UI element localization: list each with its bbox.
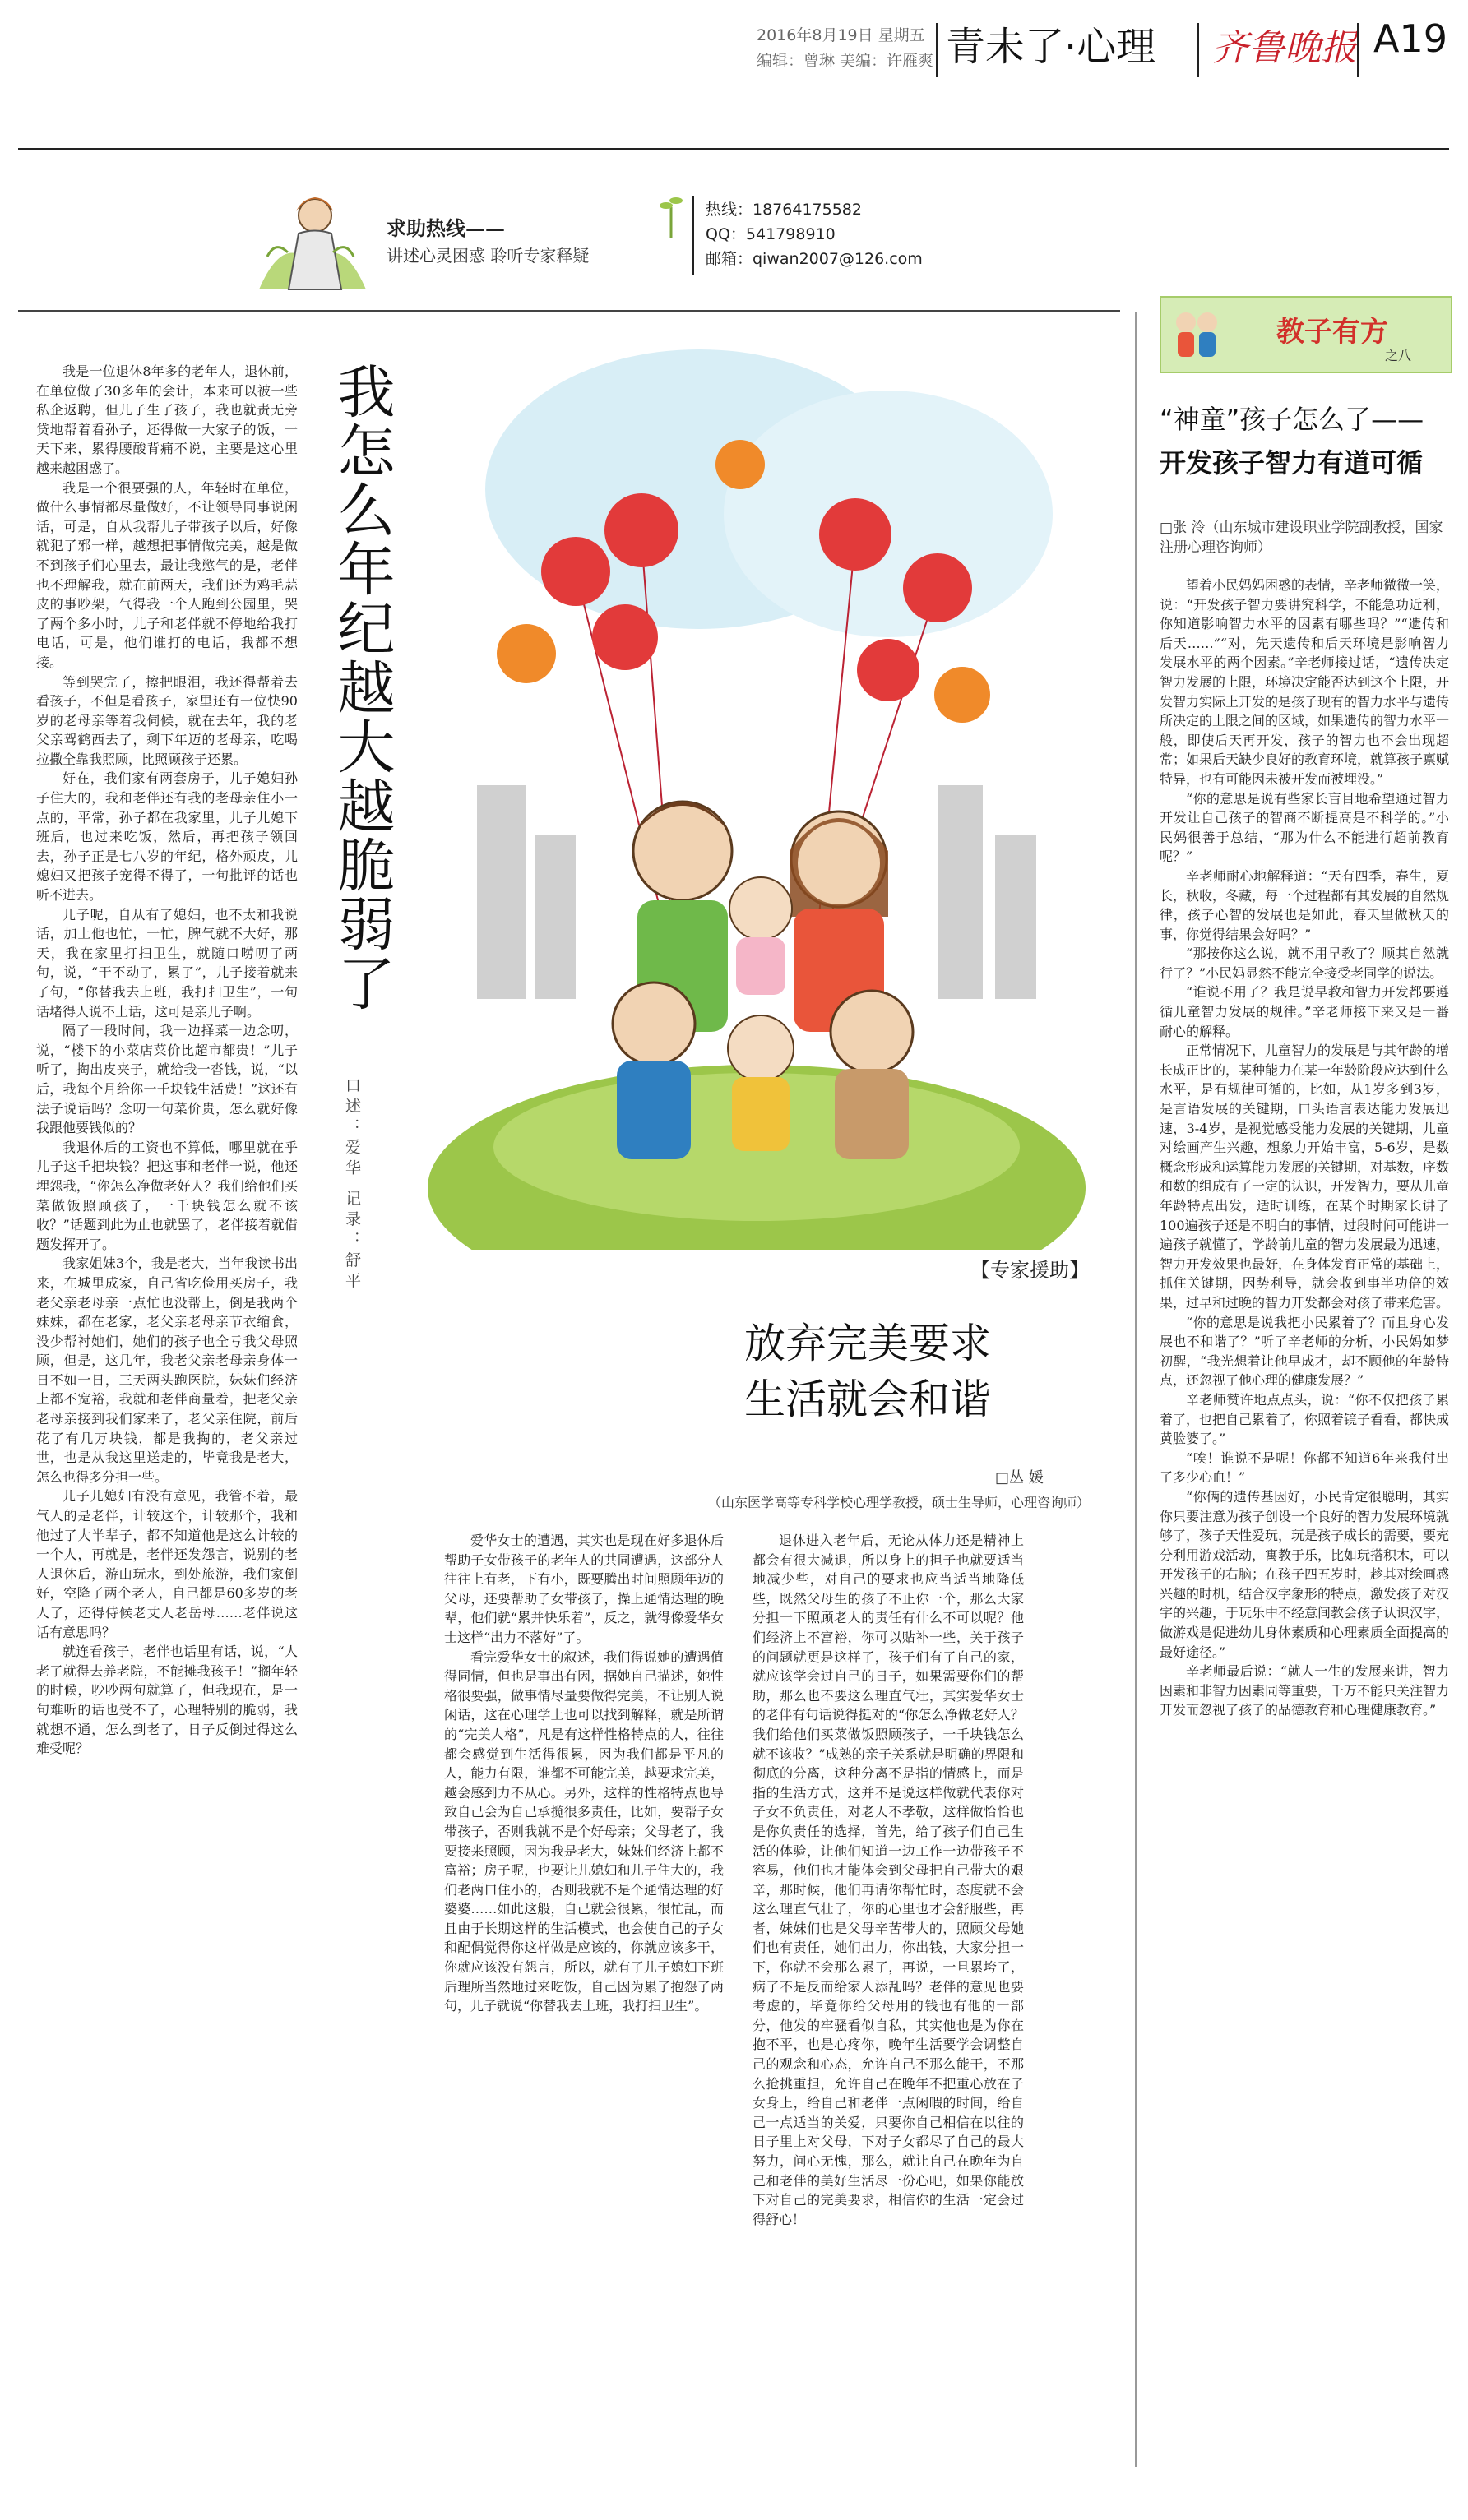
- counselor-illustration: [251, 183, 374, 306]
- expert-title: [744, 1315, 1090, 1427]
- hotline-phone: 热线：18764175582: [706, 201, 862, 219]
- column-paragraph: “你俩的遗传基因好，小民肯定很聪明，其实你只要注意为孩子创设一个良好的智力发展环境就够了，孩子天性爱玩，玩是孩子成长的需要，要充分利用游戏活动，寓教于乐，比如玩搭积木，可以开发孩子的右脑；在孩子四五岁时，趁其对绘画感兴趣的时机，结合汉字象形的特点，激发孩子对汉字的兴趣，于玩乐中不经意间教会孩子认识汉字，做游戏是促进幼儿身体素质和心理素质全面提高的最好途径。”: [1160, 1488, 1449, 1660]
- column-paragraph: 辛老师最后说：“就人一生的发展来讲，智力因素和非智力因素同等重要，千万不能只关注智力开发而忽视了孩子的品德教育和心理健康教育。”: [1160, 1663, 1449, 1718]
- column-subtitle: 开发孩子智力有道可循: [1160, 447, 1424, 479]
- issue-date: 2016年8月19日 星期五: [757, 26, 925, 44]
- header-divider: [1357, 23, 1359, 77]
- hotline-label: 求助热线——: [387, 217, 505, 240]
- story-title: 我怎么年纪越大越脆弱了: [328, 362, 396, 1013]
- story-paragraph: 我退休后的工资也不算低，哪里就在乎儿子这千把块钱？把这事和老伴一说，他还埋怨我，“你怎么净做老好人？我们给他们买菜做饭照顾孩子，一千块钱怎么就不该收？”话题到此为止也就罢了，老伴接着就借题发挥开了。: [36, 1139, 298, 1252]
- hotline-contacts: [706, 197, 923, 271]
- column-divider: [1135, 312, 1137, 2467]
- issue-editors: 编辑：曾琳 美编：许雁爽: [757, 52, 934, 70]
- story-paragraph: 我是一位退休8年多的老年人，退休前，在单位做了30多年的会计，本来可以被一些私企返聘，但儿子生了孩子，我也就责无旁贷地帮着看孙子，还得做一大家子的饭，一天下来，累得腰酸背痛不说，主要是这心里越来越困惑了。: [36, 363, 298, 476]
- column-paragraph: 正常情况下，儿童智力的发展是与其年龄的增长成正比的，某种能力在某一年龄阶段应达到什么水平，是有规律可循的，比如，从1岁多到3岁，是言语发展的关键期，口头语言表达能力发展迅速，3-4岁，是视觉感受能力发展的关键期，儿童对绘画产生兴趣，想象力开始丰富，5-6岁，是数概念形成和运算能力发展的关键期，对基数，序数和数的组成有了一定的认识，开发智力，要从儿童年龄特点出发，适时训练，在某个时期家长讲了100遍孩子还是不明白的事情，过段时间可能讲一遍孩子就懂了，学龄前儿童的智力发展最为迅速，智力开发效果也最好，在身体发育正常的基础上，抓住关键期，因势利导，就会收到事半功倍的效果，过早和过晚的智力开发都会对孩子带来危害。: [1160, 1043, 1449, 1311]
- story-body: [36, 362, 298, 2442]
- hotline-divider: [692, 196, 694, 275]
- story-paragraph: 我家姐妹3个，我是老大，当年我读书出来，在城里成家，自己省吃俭用买房子，我老父亲老母亲一点忙也没帮上，倒是我两个妹妹，都在老家，老父亲老母亲节衣缩食，没少帮衬她们，她们的孩子也全亏我父母照顾，但是，这几年，我老父亲老母亲身体一日不如一日，三天两头跑医院，妹妹们经济上都不宽裕，我就和老伴商量着，把老父亲老母亲接到我们家来了，老父亲住院，前后花了有几万块钱，都是我掏的，老父亲过世，也是从我这里送走的，毕竟我是老大，怎么也得多分担一些。: [36, 1255, 298, 1485]
- story-author: 口述：爱华 记录：舒平: [343, 1077, 361, 1293]
- page-number: A19: [1373, 16, 1448, 61]
- expert-column-1: [444, 1531, 724, 2468]
- column-author: □张 泠（山东城市建设职业学院副教授，国家注册心理咨询师）: [1160, 520, 1443, 556]
- column-logo-sub: 之八: [1385, 348, 1412, 363]
- column-body: [1160, 576, 1449, 2467]
- expert-affiliation: （山东医学高等专科学校心理学教授，硕士生导师，心理咨询师）: [707, 1495, 1090, 1510]
- story-paragraph: 隔了一段时间，我一边择菜一边念叨，说，“楼下的小菜店菜价比超市都贵！”儿子听了，掏出皮夹子，就给我一沓钱，说，“以后，我每个月给你一千块钱生活费！”这还有法子说话吗？念叨一句菜价贵，怎么就好像我跟他要钱似的？: [36, 1023, 298, 1136]
- column-paragraph: “你的意思是说有些家长盲目地希望通过智力开发让自己孩子的智商不断提高是不科学的。”小民妈很善于总结，“那为什么不能进行超前教育呢？”: [1160, 790, 1449, 865]
- column-paragraph: “你的意思是说我把小民累着了？而且身心发展也不和谐了？”听了辛老师的分析，小民妈如梦初醒，“我光想着让他早成才，却不顾他的年龄特点，还忽视了他心理的健康发展？”: [1160, 1314, 1449, 1389]
- expert-tag: 【专家援助】: [970, 1259, 1089, 1282]
- hotline-slogan: 讲述心灵困惑 聆听专家释疑: [387, 246, 590, 266]
- column-paragraph: “谁说不用了？我是说早教和智力开发都要遵循儿童智力发展的规律。”辛老师接下来又是一番耐心的解释。: [1160, 984, 1449, 1039]
- expert-paragraph: 爱华女士的遭遇，其实也是现在好多退休后帮助子女带孩子的老年人的共同遭遇，这部分人往往上有老，下有小，既要腾出时间照顾年迈的父母，还要帮助子女带孩子，操上通情达理的晚辈，他们就“累并快乐着”，反之，就得像爱华女士这样“出力不落好”了。: [444, 1533, 724, 1645]
- header-rule: [18, 148, 1449, 150]
- header-divider: [1197, 23, 1199, 77]
- column-title: “神童”孩子怎么了——: [1160, 404, 1424, 435]
- newspaper-logo: 齐鲁晚报: [1212, 27, 1357, 69]
- expert-author: □丛 媛: [995, 1469, 1044, 1487]
- expert-title-line2: 生活就会和谐: [744, 1376, 991, 1423]
- story-paragraph: 等到哭完了，擦把眼泪，我还得帮着去看孩子，不但是看孩子，家里还有一位快90岁的老母亲等着我伺候，就在去年，我的老父亲驾鹤西去了，剩下年迈的老母亲，吃喝拉撒全靠我照顾，比照顾孩子还累。: [36, 673, 298, 767]
- expert-paragraph: 看完爱华女士的叙述，我们得说她的遭遇值得同情，但也是事出有因，据她自己描述，她性格很要强，做事情尽量要做得完美，不让别人说闲话，这在心理学上也可以找到解释，就是所谓的“完美人格”，凡是有这样性格特点的人，往往都会感觉到生活得很累，因为我们都是平凡的人，能力有限，谁都不可能完美，越要求完美，越会感到力不从心。另外，这样的性格特点也导致自己会为自己承揽很多责任，比如，要帮子女带孩子，否则我就不是个好母亲；父母老了，我要接来照顾，因为我是老大，妹妹们经济上都不富裕；房子呢，也要让儿媳妇和儿子住大的，我们老两口住小的，否则我就不是个通情达理的好婆婆……如此这般，自己就会很累，很忙乱，而且由于长期这样的生活模式，也会使自己的子女和配偶觉得你这样做是应该的，你就应该多干，你就应该没有怨言，所以，就有了儿子媳妇下班后理所当然地过来吃饭，自己因为累了抱怨了两句，儿子就说“你替我去上班，我打扫卫生”。: [444, 1648, 724, 2014]
- story-paragraph: 好在，我们家有两套房子，儿子媳妇孙子住大的，我和老伴还有我的老母亲住小一点的，平常，孙子都在我家里，儿子儿媳下班后，也过来吃饭，然后，再把孩子领回去，孙子正是七八岁的年纪，格外顽皮，儿媳妇又把孩子宠得不得了，一句批评的话也听不进去。: [36, 770, 298, 904]
- story-paragraph: 我是一个很要强的人，年轻时在单位，做什么事情都尽量做好，不让领导同事说闲话，可是，自从我帮儿子带孩子以后，好像就犯了邪一样，越想把事情做完美，越是做不到孩子们心里去，最让我憋气的是，老伴也不理解我，就在前两天，我们还为鸡毛蒜皮的事吵架，气得我一个人跑到公园里，哭了两个多小时，儿子和老伴就不停地给我打电话，可是，他们谁打的电话，我都不想接。: [36, 479, 298, 670]
- expert-column-2: [753, 1531, 1024, 2468]
- header-divider: [936, 23, 938, 77]
- column-paragraph: “唉！谁说不是呢！你都不知道6年来我付出了多少心血！”: [1160, 1450, 1449, 1486]
- column-logo-title: 教子有方: [1276, 316, 1388, 349]
- column-paragraph: 辛老师赞许地点点头，说：“你不仅把孩子累着了，也把自己累着了，你照着镜子看看，都快成黄脸婆了。”: [1160, 1391, 1449, 1447]
- issue-meta: [757, 23, 946, 74]
- column-logo: [1160, 296, 1452, 373]
- expert-title-line1: 放弃完美要求: [744, 1320, 991, 1367]
- family-icon: [1168, 304, 1225, 362]
- column-paragraph: 辛老师耐心地解释道：“天有四季，春生，夏长，秋收，冬藏，每一个过程都有其发展的自然规律，孩子心智的发展也是如此，春天里做秋天的事，你觉得结果会好吗？”: [1160, 867, 1449, 942]
- hotline-qq: QQ：541798910: [706, 225, 836, 243]
- leaf-icon: [658, 191, 684, 240]
- family-illustration: [428, 325, 1094, 1250]
- story-paragraph: 儿子儿媳妇有没有意见，我管不着，最气人的是老伴，计较这个，计较那个，我和他过了大半辈子，都不知道他是这么计较的一个人，再就是，老伴还发怨言，说别的老人退休后，游山玩水，到处旅游，我们家倒好，空降了两个老人，自己都是60多岁的老人了，还得侍候老丈人老岳母……老伴说这话有意思吗？: [36, 1488, 298, 1640]
- section-title: 青未了·心理: [946, 24, 1156, 70]
- column-paragraph: 望着小民妈妈困惑的表情，辛老师微微一笑，说：“开发孩子智力要讲究科学，不能急功近利，你知道影响智力水平的因素有哪些吗？”“遗传和后天……”“对，先天遗传和后天环境是影响智力发展水平的两个因素。”辛老师接过话，“遗传决定智力发展的上限，环境决定能否达到这个上限，开发智力实际上开发的是孩子现有的智力水平与遗传所决定的上限之间的区域，如果遗传的智力水平一般，即使后天再开发，孩子的智力也不会出现超常；如果后天缺少良好的教育环境，就算孩子禀赋特异，也有可能因未被开发而被埋没。”: [1160, 577, 1449, 787]
- banner-rule: [18, 310, 1120, 312]
- story-paragraph: 儿子呢，自从有了媳妇，也不太和我说话，加上他也忙，一忙，脾气就不大好，那天，我在家里打扫卫生，就随口唠叨了两句，说，“干不动了，累了”，儿子接着就来了句，“你替我去上班，我打扫卫生”，一句话堵得人说不上话，这可是亲儿子啊。: [36, 906, 298, 1020]
- hotline-email: 邮箱：qiwan2007@126.com: [706, 250, 923, 268]
- story-paragraph: 就连看孩子，老伴也话里有话，说，“人老了就得去养老院，不能摊我孩子！”搁年轻的时候，吵吵两句就算了，但我现在，是一句难听的话也受不了，心理特别的脆弱，我就想不通，怎么到老了，日子反倒过得这么难受呢？: [36, 1644, 298, 1757]
- expert-paragraph: 退休进入老年后，无论从体力还是精神上都会有很大减退，所以身上的担子也就要适当地减少些，对自己的要求也应当适当地降低些，既然父母生的孩子不止你一个，那么大家分担一下照顾老人的责任有什么不可以呢？他们经济上不富裕，你可以贴补一些，关于孩子的问题就更是这样了，孩子们有了自己的家，就应该学会过自己的日子，如果需要你们的帮助，那么也不要这么理直气壮，其实爱华女士的老伴有句话说得挺对的“你怎么净做老好人？我们给他们买菜做饭照顾孩子，一千块钱怎么就不该收？”成熟的亲子关系就是明确的界限和彻底的分离，这种分离不是指的情感上，而是指的生活方式，这并不是说这样做就代表你对子女不负责任，对老人不孝敬，这样做恰恰也是你负责任的选择，首先，给了孩子们自己生活的体验，让他们知道一边工作一边带孩子不容易，他们也才能体会到父母把自己带大的艰辛，那时候，他们再请你帮忙时，态度就不会这么理直气壮了，你的心里也才会舒服些，再者，妹妹们也是父母辛苦带大的，照顾父母她们也有责任，她们出力，你出钱，大家分担一下，你就不会那么累了，再说，一旦累垮了，病了不是反而给家人添乱吗？老伴的意见也要考虑的，毕竟你给父母用的钱也有他的一部分，他发的牢骚看似自私，其实他也是为你在抱不平，也是心疼你，晚年生活要学会调整自己的观念和心态，允许自己不那么能干，不那么抢挑重担，允许自己在晚年不把重心放在子女身上，给自己和老伴一点闲暇的时间，给自己一点适当的关爱，只要你自己相信在以往的日子里上对父母，下对子女都尽了自己的最大努力，问心无愧，那么，就让自己在晚年为自己和老伴的美好生活尽一份心吧，如果你能放下对自己的完美要求，相信你的生活一定会过得舒心！: [753, 1533, 1024, 2227]
- column-paragraph: “那按你这么说，就不用早教了？顺其自然就行了？”小民妈显然不能完全接受老同学的说法。: [1160, 946, 1449, 981]
